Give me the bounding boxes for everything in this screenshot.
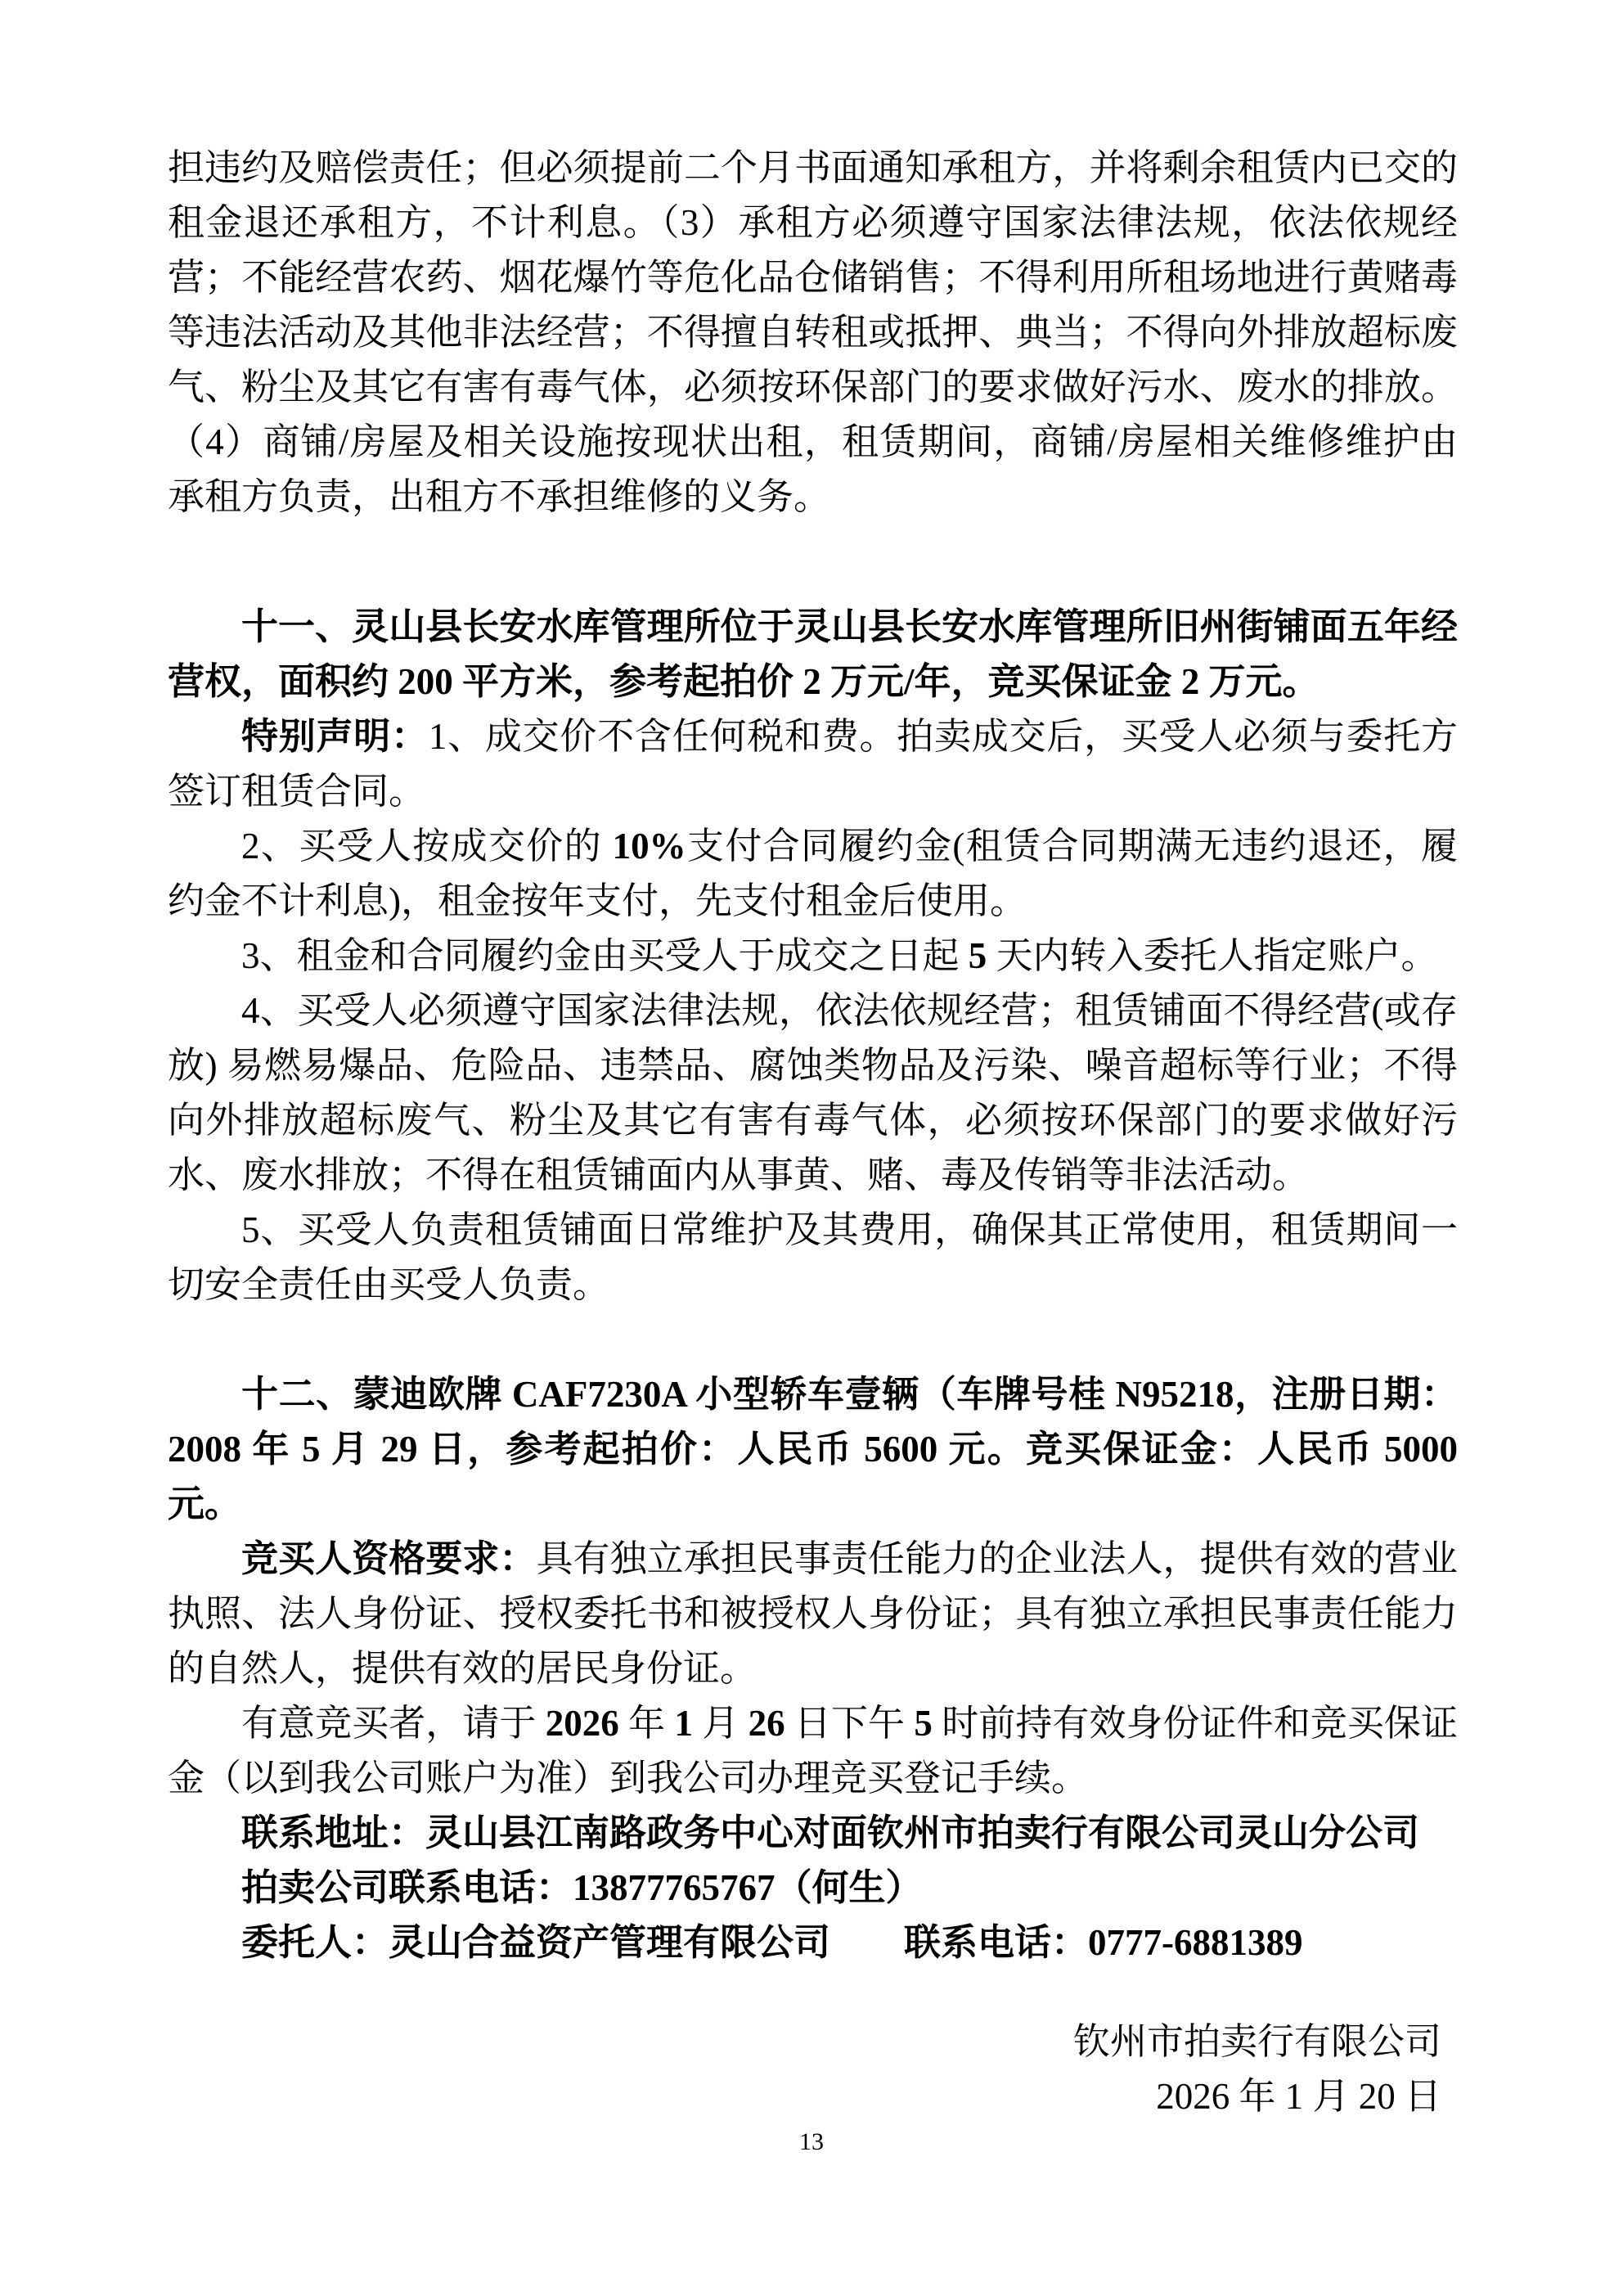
page-number: 13	[799, 2128, 824, 2155]
item-11-clause-3	[168, 929, 1458, 984]
item-12-heading: 十二、蒙迪欧牌 CAF7230A 小型轿车壹辆（车牌号桂 N95218，注册日期：2008 年 5 月 29 日，参考起拍价：人民币 5600 元。竞买保证金：人民币 5000 元。	[168, 1374, 1458, 1524]
signature-company: 钦州市拍卖行有限公司	[1072, 2021, 1441, 2062]
clause-2-text-end: 支付合同履约金(租赁合同期满无违约退还，履约金不计利息)，租金按年支付，先支付租金后使用。	[168, 826, 1458, 921]
registration-month: 1	[674, 1703, 693, 1744]
contact-phone-line: 拍卖公司联系电话：13877765767（何生）	[241, 1867, 923, 1908]
principal-line: 委托人：灵山合益资产管理有限公司 联系电话：0777-6881389	[241, 1922, 1303, 1963]
registration-hour: 5	[914, 1703, 933, 1744]
clause-2-text-start: 2、买受人按成交价的	[241, 826, 613, 867]
special-statement-text: 1、成交价不含任何税和费。拍卖成交后，买受人必须与委托方签订租赁合同。	[168, 716, 1458, 812]
carryover-paragraph: 担违约及赔偿责任；但必须提前二个月书面通知承租方，并将剩余租赁内已交的租金退还承租方，不计利息。（3）承租方必须遵守国家法律法规，依法依规经营；不能经营农药、烟花爆竹等危化品仓储销售；不得利用所租场地进行黄赌毒等违法活动及其他非法经营；不得擅自转租或抵押、典当；不得向外排放超标废气、粉尘及其它有害有毒气体，必须按环保部门的要求做好污水、废水的排放。（4）商铺/房屋及相关设施按现状出租，租赁期间，商铺/房屋相关维修维护由承租方负责，出租方不承担维修的义务。	[168, 147, 1458, 517]
registration-text-4: 时前持有效身份证件和竞买保证金（以到我公司账户为准）到我公司办理竞买登记手续。	[168, 1703, 1458, 1799]
item-11-special-statement	[168, 709, 1458, 819]
registration-text-0: 有意竞买者，请于	[241, 1703, 546, 1744]
clause-3-days-value: 5	[968, 935, 987, 976]
signature-date: 2026 年 1 月 20 日	[1156, 2076, 1441, 2117]
clause-2-percent-value: 10%	[612, 826, 686, 867]
registration-text-1: 年	[618, 1703, 675, 1744]
item-12-registration	[168, 1696, 1458, 1806]
clause-3-text-end: 天内转入委托人指定账户。	[987, 935, 1438, 976]
item-12-qualification	[168, 1532, 1458, 1696]
registration-day: 26	[748, 1703, 785, 1744]
item-11-heading: 十一、灵山县长安水库管理所位于灵山县长安水库管理所旧州街铺面五年经营权，面积约 200 平方米，参考起拍价 2 万元/年，竞买保证金 2 万元。	[168, 606, 1458, 702]
item-11-clause-2	[168, 819, 1458, 929]
clause-3-text-start: 3、租金和合同履约金由买受人于成交之日起	[241, 935, 969, 976]
registration-year: 2026	[545, 1703, 619, 1744]
item-11-clause-5: 5、买受人负责租赁铺面日常维护及其费用，确保其正常使用，租赁期间一切安全责任由买受人负责。	[168, 1209, 1458, 1305]
registration-text-3: 日下午	[785, 1703, 915, 1744]
qualification-text: 具有独立承担民事责任能力的企业法人，提供有效的营业执照、法人身份证、授权委托书和被授权人身份证；具有独立承担民事责任能力的自然人，提供有效的居民身份证。	[168, 1538, 1458, 1689]
qualification-label: 竞买人资格要求：	[241, 1538, 537, 1579]
registration-text-2: 月	[692, 1703, 749, 1744]
contact-address-line: 联系地址：灵山县江南路政务中心对面钦州市拍卖行有限公司灵山分公司	[241, 1812, 1420, 1853]
item-11-clause-4: 4、买受人必须遵守国家法律法规，依法依规经营；租赁铺面不得经营(或存放) 易燃易爆品、危险品、违禁品、腐蚀类物品及污染、噪音超标等行业；不得向外排放超标废气、粉尘及其它有害有毒气体，必须按环保部门的要求做好污水、废水排放；不得在租赁铺面内从事黄、赌、毒及传销等非法活动。	[168, 990, 1458, 1195]
document-content	[168, 141, 1458, 2124]
special-statement-label: 特别声明：	[241, 716, 429, 757]
